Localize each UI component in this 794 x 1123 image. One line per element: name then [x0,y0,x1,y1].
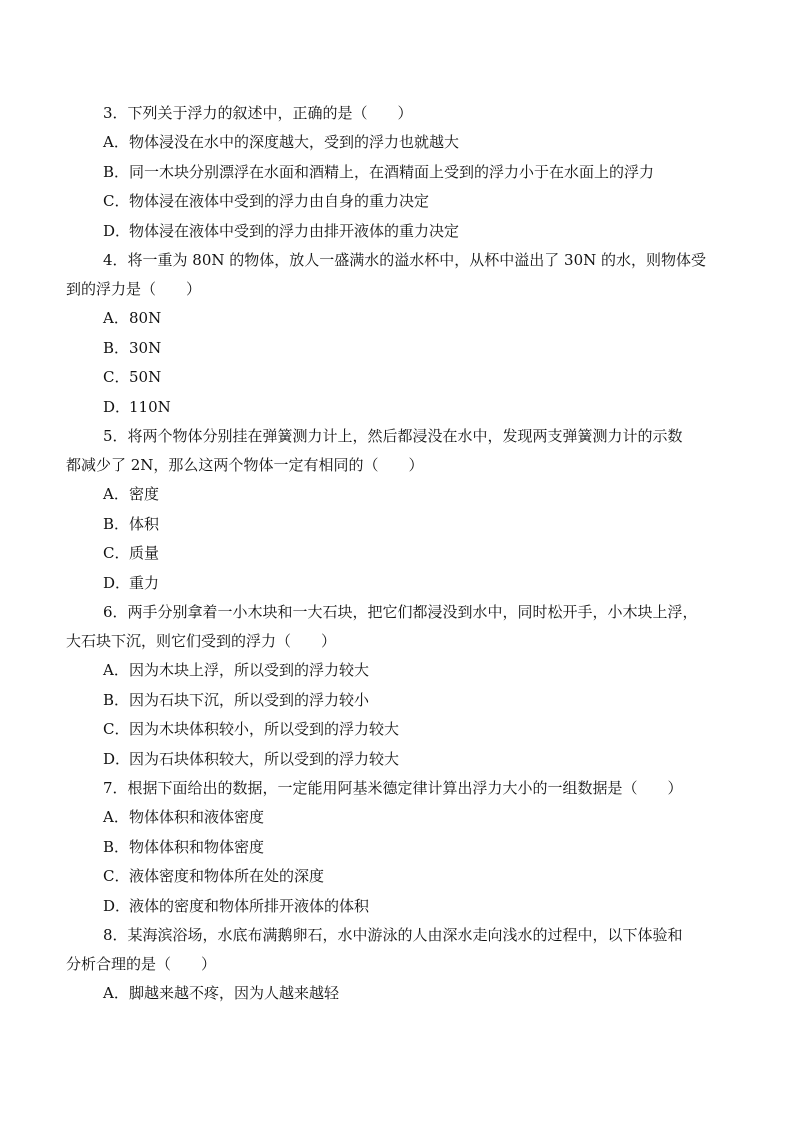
option-a [0,128,794,158]
question-stem [66,422,722,480]
option-text: 物体体积和液体密度 [129,808,265,826]
question-stem-line: 5．将两个物体分别挂在弹簧测力计上，然后都浸没在水中，发现两支弹簧测力计的示数 [103,427,683,445]
question-list [0,99,794,1009]
option-letter: B． [103,162,130,181]
option-letter: D． [103,573,131,592]
option-text: 质量 [129,544,160,562]
option-letter: A． [103,984,129,1002]
question-stem-continuation: 都减少了 2N，那么这两个物体一定有相同的（ ） [66,456,424,474]
option-c [0,539,794,569]
option-letter: A． [103,485,129,503]
question-stem-line: 3．下列关于浮力的叙述中，正确的是（ ） [103,104,413,122]
question-stem [103,99,722,128]
option-letter: C． [103,867,130,885]
option-text: 110N [129,397,171,416]
option-text: 重力 [129,573,160,592]
option-c [0,715,794,745]
option-a [0,979,794,1009]
option-a [0,656,794,686]
question-stem [66,598,722,656]
question-stem-line: 4．将一重为 80N 的物体，放人一盛满水的溢水杯中，从杯中溢出了 30N 的水，则物体受 [103,251,707,269]
option-b [0,833,794,863]
option-text: 同一木块分别漂浮在水面和酒精上，在酒精面上受到的浮力小于在水面上的浮力 [129,162,655,181]
option-letter: B． [103,837,130,856]
question-block [0,99,794,246]
option-letter: D． [103,896,131,915]
option-text: 物体体积和物体密度 [129,837,265,856]
option-text: 脚越来越不疼，因为人越来越轻 [129,984,340,1002]
option-letter: A． [103,661,129,679]
question-block [0,598,794,774]
option-a [0,304,794,334]
option-b [0,686,794,716]
question-stem-continuation: 到的浮力是（ ） [66,280,202,298]
question-stem-line: 6．两手分别拿着一小木块和一大石块，把它们都浸没到水中，同时松开手，小木块上浮， [103,603,698,621]
option-c [0,363,794,393]
option-letter: C． [103,544,130,562]
option-text: 体积 [129,514,160,533]
question-stem-continuation: 大石块下沉，则它们受到的浮力（ ） [66,632,337,650]
option-c [0,187,794,217]
question-stem-line: 7．根据下面给出的数据，一定能用阿基米德定律计算出浮力大小的一组数据是（ ） [103,779,683,797]
option-text: 因为石块下沉，所以受到的浮力较小 [129,690,370,709]
question-block [0,774,794,921]
option-text: 密度 [129,485,160,503]
option-d [0,892,794,922]
option-b [0,334,794,364]
option-letter: A． [103,808,129,826]
option-text: 80N [129,309,162,327]
question-stem [66,921,722,979]
option-letter: D． [103,749,131,768]
option-d [0,217,794,247]
option-letter: D． [103,397,131,416]
option-letter: B． [103,338,130,357]
option-letter: A． [103,133,129,151]
option-text: 因为石块体积较大，所以受到的浮力较大 [129,749,400,768]
question-stem-line: 8．某海滨浴场，水底布满鹅卵石，水中游泳的人由深水走向浅水的过程中，以下体验和 [103,926,683,944]
option-text: 30N [129,338,162,357]
question-stem [66,246,722,304]
question-stem [103,774,722,803]
question-block [0,246,794,422]
option-text: 因为木块上浮，所以受到的浮力较大 [129,661,370,679]
question-block [0,921,794,1009]
question-block [0,422,794,598]
option-letter: C． [103,192,130,210]
option-text: 物体浸没在水中的深度越大，受到的浮力也就越大 [129,133,460,151]
option-letter: C． [103,368,130,386]
option-a [0,803,794,833]
option-text: 50N [129,368,162,386]
option-d [0,569,794,599]
option-text: 液体的密度和物体所排开液体的体积 [129,896,370,915]
option-b [0,510,794,540]
question-stem-continuation: 分析合理的是（ ） [66,955,217,973]
option-c [0,862,794,892]
option-text: 物体浸在液体中受到的浮力由自身的重力决定 [129,192,430,210]
option-text: 因为木块体积较小，所以受到的浮力较大 [129,720,400,738]
option-letter: C． [103,720,130,738]
option-d [0,745,794,775]
option-b [0,158,794,188]
option-letter: A． [103,309,129,327]
option-text: 液体密度和物体所在处的深度 [129,867,325,885]
option-a [0,480,794,510]
option-d [0,393,794,423]
option-letter: D． [103,221,131,240]
option-letter: B． [103,514,130,533]
option-text: 物体浸在液体中受到的浮力由排开液体的重力决定 [129,221,460,240]
option-letter: B． [103,690,130,709]
